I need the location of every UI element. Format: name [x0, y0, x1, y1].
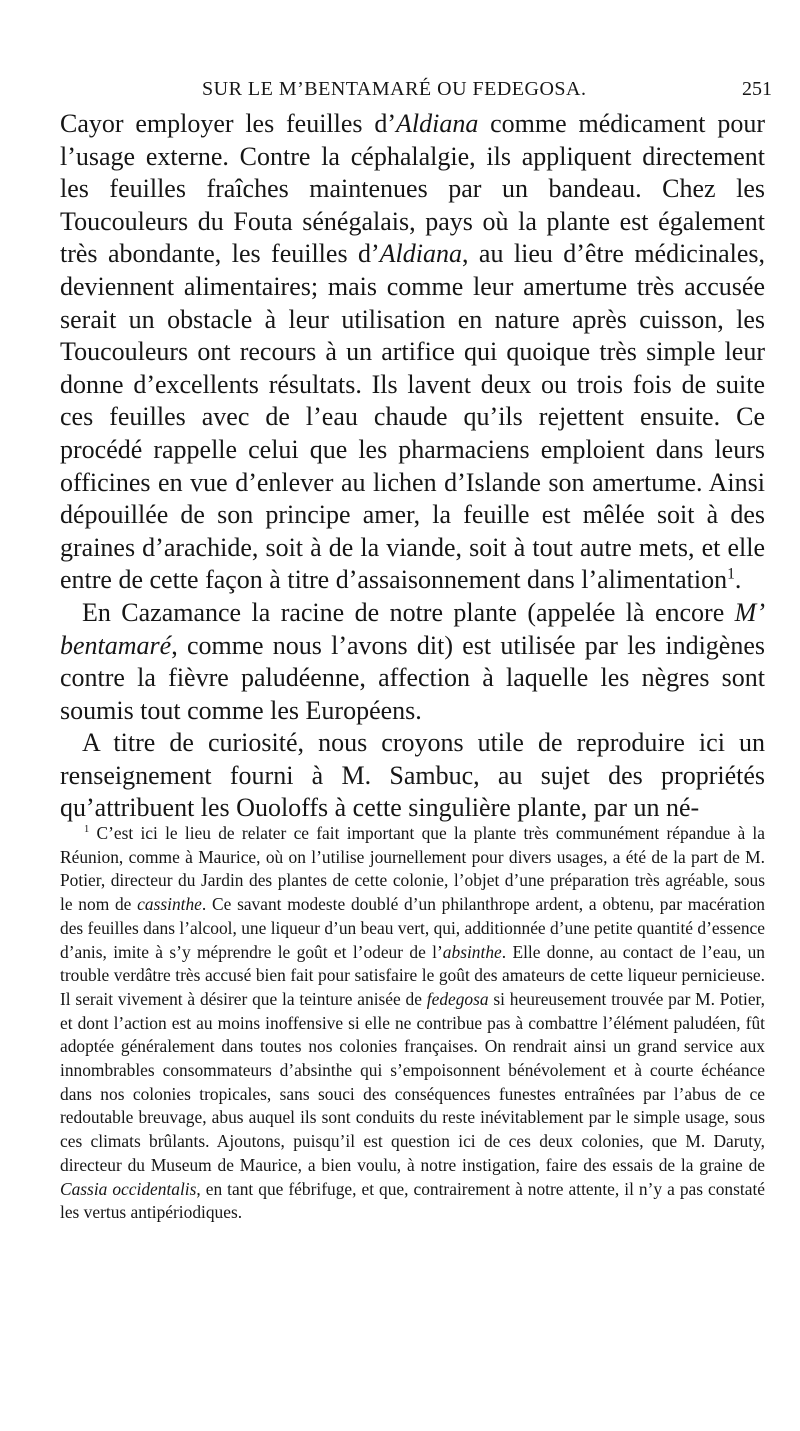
- running-title: SUR LE M’BENTAMARÉ OU FEDEGOSA.: [202, 78, 587, 100]
- paragraph-2: [60, 597, 765, 727]
- italic-term: Aldiana: [379, 239, 462, 269]
- footnote-marker: 1: [84, 824, 90, 836]
- paragraph-3: [60, 727, 765, 825]
- text-run: . Ce savant modeste doublé d’un philanthrope ardent, a obtenu, par macération des feuilles dans l’alcool, une liqueur d’un beau vert, qui, additionnée d’une petite quantité d’essence d’anis, imite à s’y méprendre le goût et l’odeur de l’: [60, 894, 765, 962]
- text-run: C’est ici le lieu de relater ce fait important que la plante très communément répandue à la Réunion, comme à Maurice, où on l’utilise journellement pour divers usages, a été de la part de M. Potier, directeur du Jardin des plantes de cette colonie, l’objet d’une préparation très agréable, sous le nom de: [60, 823, 765, 915]
- page-number: 251: [742, 78, 772, 100]
- page-header: [0, 78, 800, 108]
- text-run: . Elle donne, au contact de l’eau, un trouble verdâtre très accusé bien fait pour satisfaire le goût des amateurs de cette liqueur pernicieuse. Il serait vivement à désirer que la teinture anisée de: [60, 941, 765, 1009]
- text-run: En Cazamance la racine de notre plante (appelée là encore: [82, 597, 735, 627]
- text-run: A titre de curiosité, nous croyons utile de reproduire ici un renseignement fourni à M. Sambuc, au sujet des propriétés qu’attribuent les Ouoloffs à cette singulière plante, par un né-: [60, 728, 765, 823]
- footnote-reference: 1: [727, 565, 735, 583]
- italic-term: Aldiana: [396, 109, 479, 138]
- text-run: .: [734, 565, 742, 595]
- italic-term: Cassia occidentalis: [60, 1178, 197, 1199]
- text-run: Cayor employer les feuilles d’: [60, 109, 396, 138]
- footnotes: [60, 822, 765, 1225]
- italic-term: fedegosa: [426, 988, 489, 1009]
- text-run: si heureusement trouvée par M. Potier, et dont l’action est au moins inoffensive si elle ne contribue pas à combattre l’élément paludéen, fût adoptée généralement dans toutes nos colonies françaises. On rendrait ainsi un grand service aux innombrables consommateurs d’absinthe qui s’empoisonnent bénévolement et à courte échéance dans nos colonies tropicales, sans souci des conséquences funestes entraînées par l’abus de ce redoutable breuvage, abus auquel ils sont conduits du reste inévitablement par le simple usage, sous ces climats brûlants. Ajoutons, puisqu’il est question ici de ces deux colonies, que M. Daruty, directeur du Museum de Maurice, a bien voulu, à notre instigation, faire des essais de la graine de: [60, 988, 765, 1175]
- text-run: , comme nous l’avons dit) est utilisée par les indigènes contre la fièvre paludéenne, affection à laquelle les nègres sont soumis tout comme les Européens.: [60, 630, 765, 725]
- footnote-1: [60, 822, 765, 1225]
- text-run: , en tant que fébrifuge, et que, contrairement à notre attente, il n’y a pas constaté les vertus antipériodiques.: [60, 1178, 765, 1223]
- paragraph-1: [60, 108, 765, 597]
- italic-term: cassinthe: [137, 894, 202, 915]
- text-run: comme médicament pour l’usage externe. Contre la céphalalgie, ils appliquent directement les feuilles fraîches maintenues par un bandeau. Chez les Toucouleurs du Fouta sénégalais, pays où la plante est également très abondante, les feuilles d’: [60, 109, 765, 269]
- italic-term: M’ bentamaré: [60, 597, 765, 660]
- italic-term: absinthe: [442, 941, 502, 962]
- text-run: , au lieu d’être médicinales, deviennent alimentaires; mais comme leur amertume très accusée serait un obstacle à leur utilisation en nature après cuisson, les Toucouleurs ont recours à un artifice qui quoique très simple leur donne d’excellents résultats. Ils lavent deux ou trois fois de suite ces feuilles avec de l’eau chaude qu’ils rejettent ensuite. Ce procédé rappelle celui que les pharmaciens emploient dans leurs officines en vue d’enlever au lichen d’Islande son amertume. Ainsi dépouillée de son principe amer, la feuille est mêlée soit à des graines d’arachide, soit à de la viande, soit à tout autre mets, et elle entre de cette façon à titre d’assaisonnement dans l’alimentation: [60, 239, 765, 595]
- body-text: [60, 108, 765, 825]
